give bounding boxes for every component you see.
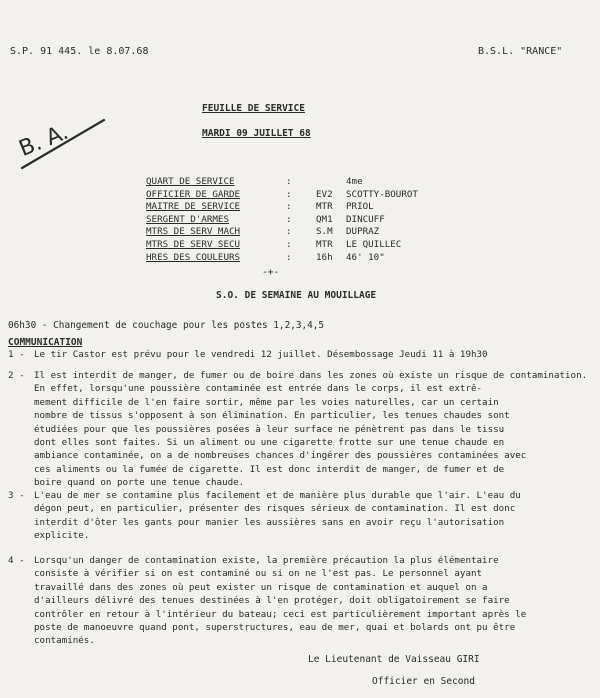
- duty-name: DINCUFF: [346, 213, 385, 225]
- section-title: S.O. DE SEMAINE AU MOUILLAGE: [216, 290, 377, 301]
- duty-grade: QM1: [316, 213, 333, 225]
- handwritten-ba-mark: [12, 100, 112, 180]
- item-number: 3 -: [8, 490, 25, 501]
- duty-label: QUART DE SERVICE: [146, 176, 235, 187]
- item-line: boire quand on porte une tenue chaude.: [34, 477, 245, 489]
- item-line: En effet, lorsqu'une poussière contaminée est entrée dans le corps, il est extrê-: [34, 383, 483, 395]
- item-line: Il est interdit de manger, de fumer ou de boire dans les zones où existe un risque de contamination.: [34, 370, 588, 381]
- item-line: Lorsqu'un danger de contamination existe, la première précaution la plus élémentaire: [34, 555, 499, 566]
- duty-label: MAITRE DE SERVICE: [146, 201, 241, 213]
- item-line: d'ailleurs délivré des tenues destinées à l'en protéger, doit obligatoirement se faire: [34, 595, 510, 607]
- duty-row: [146, 189, 446, 202]
- schedule-change-line: 06h30 - Changement de couchage pour les postes 1,2,3,4,5: [8, 320, 325, 331]
- communication-item: [8, 348, 488, 361]
- communication-item: [8, 554, 527, 648]
- duty-separator: :: [286, 188, 292, 200]
- communication-label: COMMUNICATION: [8, 337, 83, 348]
- item-line: étudiées pour que les poussières posées à leur surface ne pénètrent pas dans le tissu: [34, 423, 505, 435]
- duty-grade: S.M: [316, 226, 333, 238]
- duty-label: MTRS DE SERV SECU: [146, 238, 241, 250]
- duty-name: PRIOL: [346, 201, 374, 213]
- duty-grade: MTR: [316, 238, 333, 250]
- handwritten-ba-text: B. A.: [15, 119, 73, 162]
- item-line: ambiance contaminée, on a de nombreuses chances d'ingérer des poussières contaminées avec: [34, 450, 527, 462]
- duty-row: [146, 201, 446, 214]
- item-line: dégon peut, en particulier, présenter des risques sérieux de contamination. Il est donc: [34, 503, 516, 515]
- duty-name: 4me: [346, 176, 363, 187]
- duty-separator: :: [286, 213, 292, 225]
- duty-roster: [146, 176, 446, 264]
- duty-row: [146, 226, 446, 239]
- item-line: contrôler en retour à l'intérieur du bateau; ceci est particulièrement important après le: [34, 608, 527, 620]
- item-line: consiste à vérifier si on est contaminé ou si on ne l'est pas. Le personnel ayant: [34, 568, 483, 580]
- duty-grade: 16h: [316, 251, 333, 263]
- duty-grade: [316, 176, 346, 189]
- signature-name: Le Lieutenant de Vaisseau GIRI: [308, 654, 480, 665]
- item-line: poste de manoeuvre quand pont, superstructures, eau de mer, quai et bolards ont pu être: [34, 621, 516, 633]
- duty-separator: :: [286, 226, 292, 238]
- duty-label: MTRS DE SERV MACH: [146, 226, 241, 238]
- duty-separator: :: [286, 238, 292, 250]
- item-line: nombre de tissus s'opposent à son élimination. En particulier, les tenues chaudes sont: [34, 410, 510, 422]
- duty-name: SCOTTY-BOUROT: [346, 188, 418, 200]
- item-line: mement difficile de l'en faire sortir, même par les voies naturelles, car un certain: [34, 396, 499, 408]
- item-number: 4 -: [8, 555, 25, 566]
- header-ship-name: B.S.L. "RANCE": [478, 46, 563, 57]
- item-number: 2 -: [8, 370, 25, 381]
- item-number: 1 -: [8, 349, 25, 360]
- item-line: explicite.: [34, 530, 90, 542]
- item-line: interdit d'ôter les gants pour manier les aussières sans en avoir reçu l'autorisation: [34, 516, 505, 528]
- duty-separator: :: [286, 176, 292, 187]
- item-line: dont elles sont faites. Si un aliment ou une cigarette frotte sur une tenue chaude en: [34, 436, 505, 448]
- communication-item: [8, 489, 521, 543]
- duty-label: SERGENT D'ARMES: [146, 213, 229, 225]
- signature-title: Officier en Second: [372, 676, 475, 687]
- section-divider: -+-: [262, 267, 280, 278]
- item-line: Le tir Castor est prévu pour le vendredi 12 juillet. Désembossage Jeudi 11 à 19h30: [34, 349, 488, 360]
- duty-name: LE QUILLEC: [346, 238, 402, 250]
- duty-label: OFFICIER DE GARDE: [146, 188, 241, 200]
- duty-row: [146, 252, 446, 265]
- duty-grade: MTR: [316, 201, 333, 213]
- duty-row: [146, 214, 446, 227]
- duty-separator: :: [286, 251, 292, 263]
- item-line: contaminés.: [34, 635, 95, 647]
- item-line: L'eau de mer se contamine plus facilement et de manière plus durable que l'air. L'eau du: [34, 490, 521, 501]
- duty-name: DUPRAZ: [346, 226, 380, 238]
- item-line: ces aliments ou la fumée de cigarette. Il est donc interdit de manger, de fumer et de: [34, 463, 505, 475]
- duty-row: [146, 176, 446, 189]
- title-line-1: FEUILLE DE SERVICE: [202, 103, 305, 114]
- communication-item: [8, 369, 588, 490]
- title-line-2: MARDI 09 JUILLET 68: [202, 128, 311, 139]
- duty-row: [146, 239, 446, 252]
- duty-grade: EV2: [316, 188, 333, 200]
- duty-separator: :: [286, 201, 292, 213]
- duty-label: HRES DES COULEURS: [146, 251, 241, 263]
- item-line: travaillé dans des zones où peut exister un risque de contamination et auquel on a: [34, 581, 488, 593]
- header-reference: S.P. 91 445. le 8.07.68: [10, 46, 149, 57]
- duty-name: 46' 10": [346, 251, 385, 263]
